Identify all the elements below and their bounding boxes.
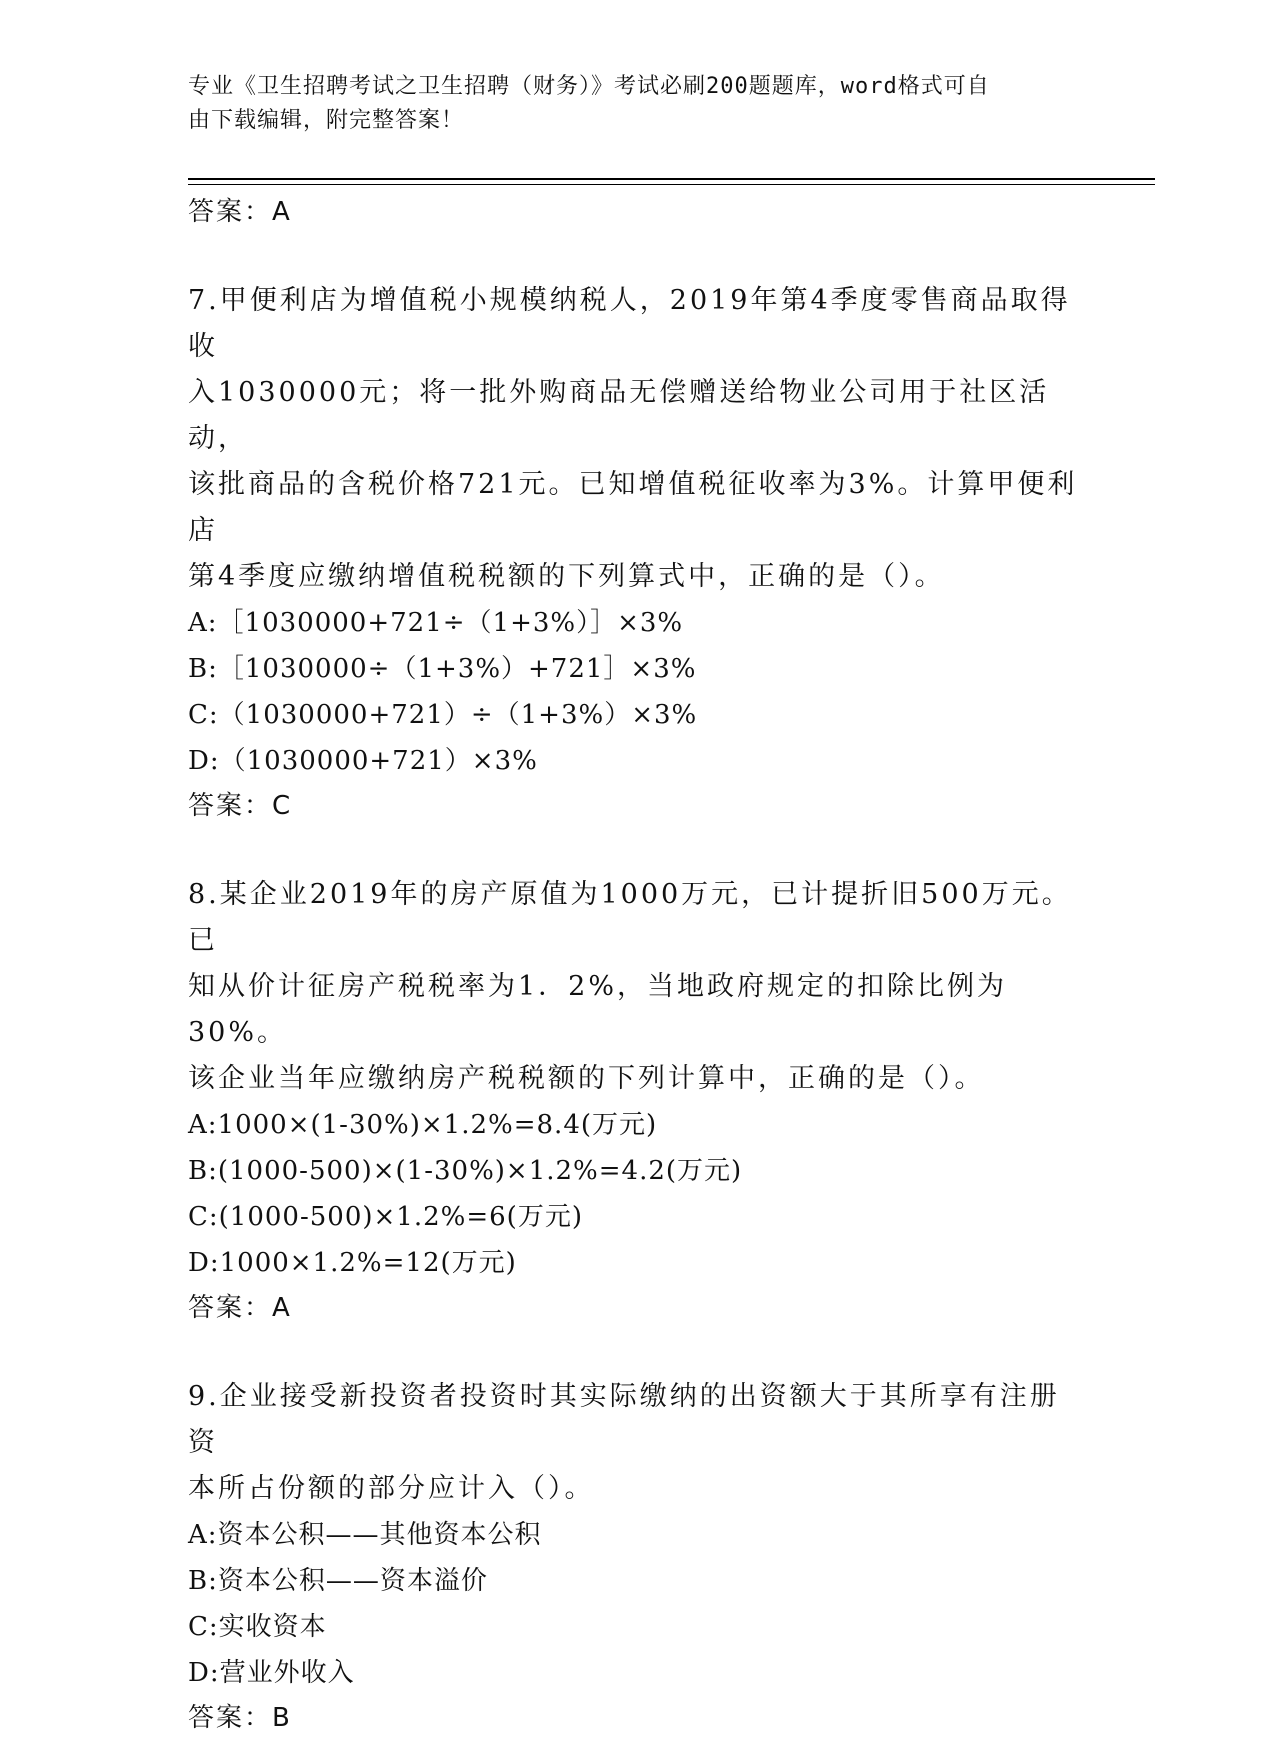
question-text-line: 该企业当年应缴纳房产税税额的下列计算中，正确的是（）。 — [188, 1063, 985, 1094]
question-8 — [188, 872, 1078, 1330]
question-text-line: 知从价计征房产税税率为1．2%，当地政府规定的扣除比例为30%。 — [188, 971, 1008, 1048]
option-a: A:［1030000+721÷（1+3%）］×3% — [188, 608, 684, 638]
spacer — [188, 1330, 1078, 1374]
option-c: C:实收资本 — [188, 1612, 327, 1642]
question-text-line: 本所占份额的部分应计入（）。 — [188, 1473, 595, 1504]
spacer — [188, 234, 1078, 278]
option-b: B:［1030000÷（1+3%）+721］×3% — [188, 654, 697, 684]
question-text-line: 该批商品的含税价格721元。已知增值税征收率为3%。计算甲便利店 — [188, 469, 1078, 546]
document-header — [188, 70, 1068, 138]
header-divider-thin — [188, 184, 1155, 185]
question-text-line: 第4季度应缴纳增值税税额的下列算式中，正确的是（）。 — [188, 561, 945, 592]
question-text-line: 7.甲便利店为增值税小规模纳税人，2019年第4季度零售商品取得收 — [188, 285, 1071, 362]
previous-answer: 答案：A — [188, 197, 292, 227]
option-c: C:（1030000+721）÷（1+3%）×3% — [188, 700, 698, 730]
option-b: B:(1000-500)×(1-30%)×1.2%=4.2(万元) — [188, 1156, 743, 1186]
header-divider-thick — [188, 178, 1155, 180]
question-9 — [188, 1374, 1078, 1740]
question-7 — [188, 278, 1078, 828]
option-b: B:资本公积——资本溢价 — [188, 1566, 488, 1596]
answer: 答案：C — [188, 791, 293, 821]
spacer — [188, 828, 1078, 872]
option-d: D:1000×1.2%=12(万元) — [188, 1248, 517, 1278]
question-text-line: 8.某企业2019年的房产原值为1000万元，已计提折旧500万元。已 — [188, 879, 1072, 956]
option-a: A:1000×(1-30%)×1.2%=8.4(万元) — [188, 1110, 658, 1140]
header-line: 由下载编辑，附完整答案！ — [188, 108, 465, 133]
option-a: A:资本公积——其他资本公积 — [188, 1520, 542, 1550]
question-text-line: 9.企业接受新投资者投资时其实际缴纳的出资额大于其所享有注册资 — [188, 1381, 1060, 1458]
question-text-line: 入1030000元；将一批外购商品无偿赠送给物业公司用于社区活动， — [188, 377, 1050, 454]
answer: 答案：A — [188, 1293, 292, 1323]
document-body — [188, 190, 1078, 1740]
option-d: D:（1030000+721）×3% — [188, 746, 538, 776]
option-c: C:(1000-500)×1.2%=6(万元) — [188, 1202, 583, 1232]
header-line: 专业《卫生招聘考试之卫生招聘（财务）》考试必刷200题题库，word格式可自 — [188, 74, 990, 99]
answer: 答案：B — [188, 1703, 292, 1733]
option-d: D:营业外收入 — [188, 1658, 355, 1688]
